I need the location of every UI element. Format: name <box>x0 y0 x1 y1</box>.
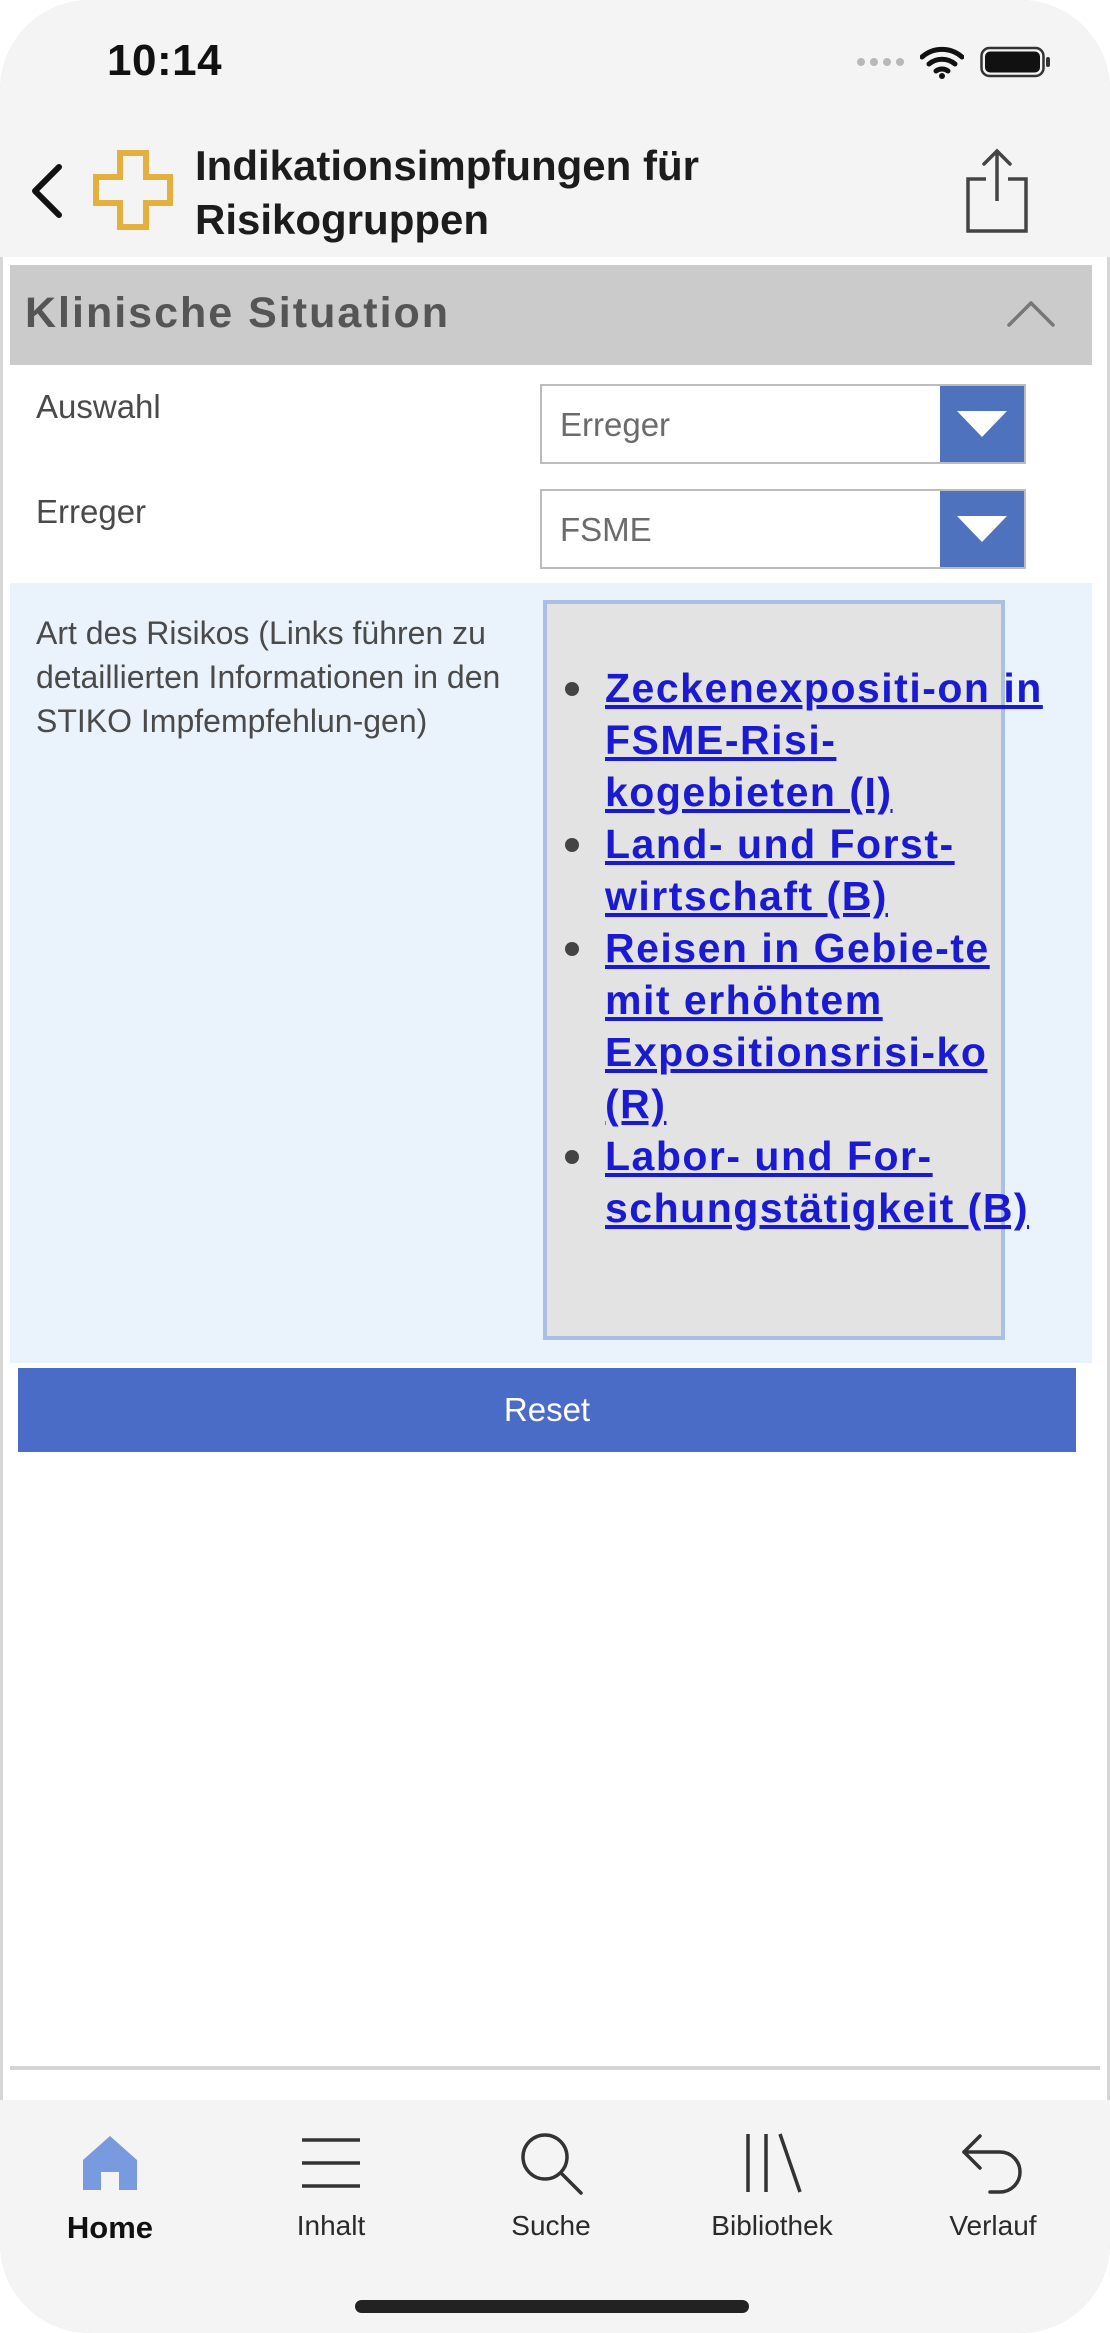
content-divider <box>10 2066 1100 2070</box>
risk-section <box>10 583 1092 1363</box>
list-item <box>605 1130 1045 1234</box>
risk-link-reisen[interactable]: Reisen in Gebie-te mit erhöhtem Expositionsrisi-ko (R) <box>605 925 990 1127</box>
auswahl-select-value: Erreger <box>560 406 671 443</box>
risk-list-box <box>543 600 1043 1340</box>
tab-home-label: Home <box>66 2210 154 2245</box>
plus-cross-icon <box>92 149 174 231</box>
erreger-select[interactable] <box>540 489 1026 569</box>
auswahl-label: Auswahl <box>36 388 161 425</box>
risk-link-labor[interactable]: Labor- und For-schungstätigkeit (B) <box>605 1133 1030 1231</box>
page-title <box>195 139 795 247</box>
tab-bibliothek-label: Bibliothek <box>711 2210 833 2241</box>
list-item <box>605 922 1045 1130</box>
status-icons <box>857 42 1052 82</box>
chevron-up-icon[interactable] <box>1006 295 1056 329</box>
tab-bibliothek[interactable] <box>677 2130 867 2250</box>
wifi-icon <box>920 45 964 79</box>
cellular-dots-icon <box>857 58 904 66</box>
menu-icon <box>300 2136 362 2190</box>
library-icon <box>740 2132 804 2194</box>
tab-suche-label: Suche <box>511 2210 591 2241</box>
tab-home[interactable] <box>15 2130 205 2250</box>
status-time: 10:14 <box>107 36 223 85</box>
page-title-line2: Risikogruppen <box>195 196 490 243</box>
home-icon <box>79 2132 141 2194</box>
share-button[interactable] <box>962 145 1032 235</box>
list-item <box>605 818 1045 922</box>
risk-label: Art des Risikos (Links führen zu detaillierten Informationen in den STIKO Impfempfehlun-gen) <box>36 615 501 739</box>
tab-suche[interactable] <box>456 2130 646 2250</box>
undo-icon <box>960 2132 1026 2194</box>
section-title: Klinische Situation <box>25 289 451 337</box>
chevron-left-icon <box>29 163 65 219</box>
list-item <box>605 662 1045 818</box>
navigation-bar <box>0 125 1110 257</box>
erreger-select-value: FSME <box>560 511 652 548</box>
risk-link-list <box>547 662 1045 1234</box>
triangle-down-icon <box>957 516 1007 542</box>
section-header[interactable] <box>10 265 1092 365</box>
erreger-label: Erreger <box>36 493 147 530</box>
auswahl-dropdown-button[interactable] <box>940 386 1024 462</box>
tab-verlauf-label: Verlauf <box>949 2210 1037 2241</box>
auswahl-select[interactable] <box>540 384 1026 464</box>
status-bar <box>0 0 1110 125</box>
page-title-line1: Indikationsimpfungen für <box>195 142 699 189</box>
share-icon <box>962 145 1032 235</box>
battery-icon <box>980 45 1052 79</box>
tab-bar <box>0 2100 1110 2333</box>
risk-link-land-forstwirtschaft[interactable]: Land- und Forst-wirtschaft (B) <box>605 821 955 919</box>
tab-inhalt-label: Inhalt <box>296 2210 366 2241</box>
home-indicator <box>355 2300 749 2313</box>
triangle-down-icon <box>957 411 1007 437</box>
back-button[interactable] <box>22 155 72 227</box>
search-icon <box>518 2130 584 2196</box>
risk-link-zeckenexposition[interactable]: Zeckenexpositi-on in FSME-Risi-kogebieten (I) <box>605 665 1043 815</box>
erreger-dropdown-button[interactable] <box>940 491 1024 567</box>
tab-inhalt[interactable] <box>236 2130 426 2250</box>
reset-button[interactable]: Reset <box>18 1368 1076 1452</box>
tab-verlauf[interactable] <box>898 2130 1088 2250</box>
